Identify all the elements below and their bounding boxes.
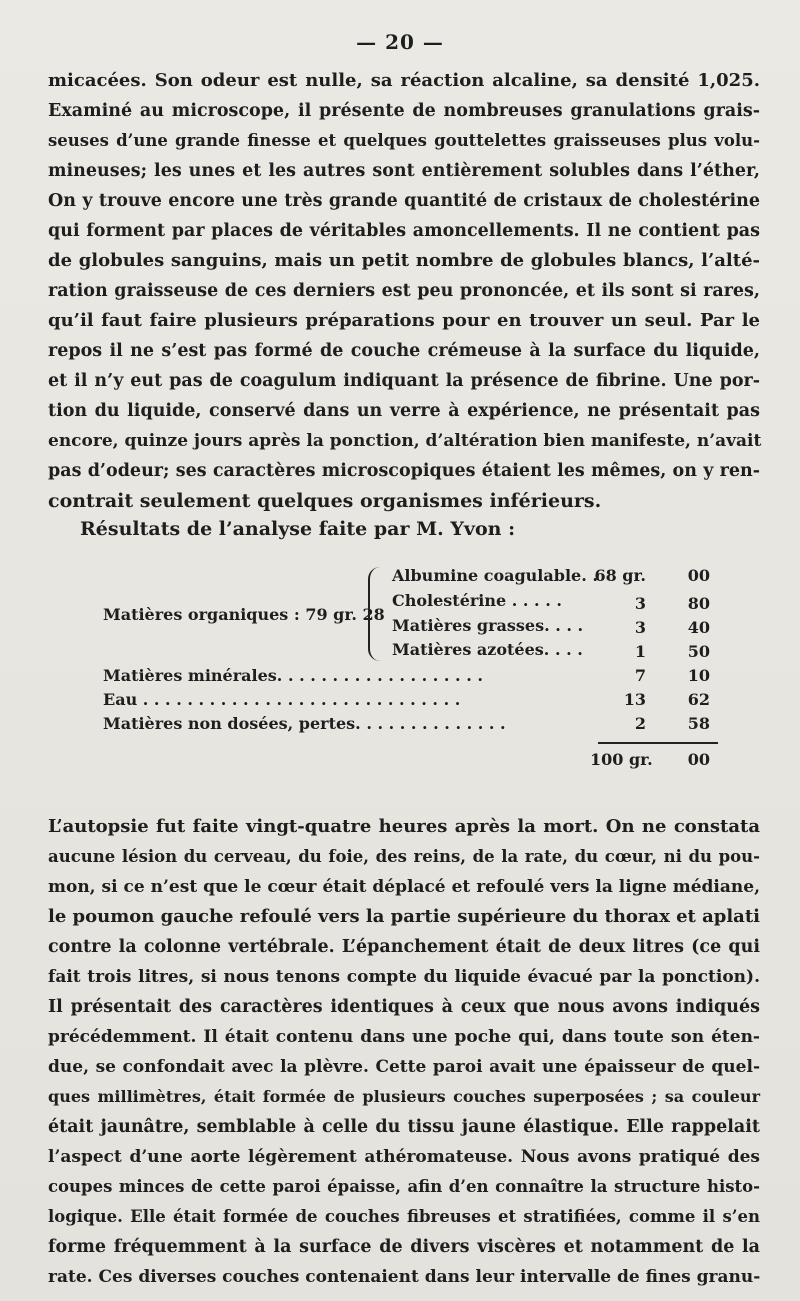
paragraph-2: [48, 812, 760, 1292]
text-line: précédemment. Il était contenu dans une poche qui, dans toute son éten-: [48, 1027, 760, 1047]
table-row-decimal: 62: [687, 690, 710, 709]
text-line: contre la colonne vertébrale. L’épanchement était de deux litres (ce qui: [48, 937, 760, 957]
text-line: tion du liquide, conservé dans un verre à expérience, ne présentait pas: [48, 401, 760, 421]
table-row-value: 2: [634, 714, 646, 733]
table-row-decimal: 58: [687, 714, 710, 733]
organic-item-label: Albumine coagulable. .: [392, 566, 598, 585]
organic-item-decimal: 80: [687, 594, 710, 613]
text-line: fait trois litres, si nous tenons compte du liquide évacué par la ponction).: [48, 967, 760, 987]
organic-matter-label: Matières organiques : 79 gr. 28: [103, 605, 385, 624]
text-line: On y trouve encore une très grande quantité de cristaux de cholestérine: [48, 191, 760, 211]
text-line: qu’il faut faire plusieurs préparations pour en trouver un seul. Par le: [48, 310, 760, 331]
text-line: Il présentait des caractères identiques à ceux que nous avons indiqués: [48, 997, 760, 1017]
organic-item-value: 3: [634, 594, 646, 613]
organic-item-value: 3: [634, 618, 646, 637]
text-line: ration graisseuse de ces derniers est peu prononcée, et ils sont si rares,: [48, 281, 760, 301]
total-decimal: 00: [687, 750, 710, 769]
text-line: pas d’odeur; ses caractères microscopiques étaient les mêmes, on y ren-: [48, 461, 760, 481]
text-line: seuses d’une grande finesse et quelques gouttelettes graisseuses plus volu-: [48, 131, 760, 150]
text-line: forme fréquemment à la surface de divers viscères et notamment de la: [48, 1237, 760, 1257]
organic-item-label: Cholestérine . . . . .: [392, 591, 562, 610]
text-line: encore, quinze jours après la ponction, d’altération bien manifeste, n’avait: [48, 431, 762, 451]
text-line: coupes minces de cette paroi épaisse, afin d’en connaître la structure histo-: [48, 1177, 760, 1196]
paragraph-1: [48, 66, 760, 516]
text-line: logique. Elle était formée de couches fibreuses et stratifiées, comme il s’en: [48, 1207, 760, 1226]
text-line: et il n’y eut pas de coagulum indiquant la présence de fibrine. Une por-: [48, 371, 760, 391]
text-line: contrait seulement quelques organismes inférieurs.: [48, 490, 602, 512]
organic-item-value: 68 gr.: [594, 566, 646, 585]
organic-item-decimal: 00: [687, 566, 710, 585]
organic-item-decimal: 40: [687, 618, 710, 637]
text-line: micacées. Son odeur est nulle, sa réaction alcaline, sa densité 1,025.: [48, 70, 760, 91]
table-row-value: 7: [634, 666, 646, 685]
page-number: — 20 —: [356, 30, 444, 54]
text-line: L’autopsie fut faite vingt-quatre heures après la mort. On ne constata: [48, 816, 760, 837]
table-row-label: Matières minérales. . . . . . . . . . . . . . . . . . .: [103, 666, 483, 685]
analysis-table: [0, 560, 800, 780]
organic-item-value: 1: [634, 642, 646, 661]
table-row-value: 13: [623, 690, 646, 709]
organic-item-decimal: 50: [687, 642, 710, 661]
text-line: due, se confondait avec la plèvre. Cette paroi avait une épaisseur de quel-: [48, 1057, 760, 1077]
table-row-label: Matières non dosées, pertes. . . . . . . . . . . . . .: [103, 714, 506, 733]
text-line: qui forment par places de véritables amoncellements. Il ne contient pas: [48, 221, 760, 241]
text-line: de globules sanguins, mais un petit nombre de globules blancs, l’alté-: [48, 250, 760, 271]
text-line: rate. Ces diverses couches contenaient dans leur intervalle de fines granu-: [48, 1267, 761, 1287]
text-line: mineuses; les unes et les autres sont entièrement solubles dans l’éther,: [48, 161, 760, 181]
results-intro: Résultats de l’analyse faite par M. Yvon :: [80, 518, 516, 540]
total-value: 100 gr.: [590, 750, 653, 769]
text-line: le poumon gauche refoulé vers la partie supérieure du thorax et aplati: [48, 906, 760, 927]
text-line: mon, si ce n’est que le cœur était déplacé et refoulé vers la ligne médiane,: [48, 877, 760, 897]
table-row-label: Eau . . . . . . . . . . . . . . . . . . . . . . . . . . . . .: [103, 690, 461, 709]
text-line: repos il ne s’est pas formé de couche crémeuse à la surface du liquide,: [48, 341, 760, 361]
total-rule: [598, 742, 718, 744]
text-line: Examiné au microscope, il présente de nombreuses granulations grais-: [48, 101, 760, 121]
text-line: l’aspect d’une aorte légèrement athéromateuse. Nous avons pratiqué des: [48, 1147, 760, 1167]
text-line: aucune lésion du cerveau, du foie, des reins, de la rate, du cœur, ni du pou-: [48, 847, 760, 866]
text-line: était jaunâtre, semblable à celle du tissu jaune élastique. Elle rappelait: [48, 1117, 760, 1137]
table-row-decimal: 10: [687, 666, 710, 685]
organic-item-label: Matières azotées. . . .: [392, 640, 583, 659]
brace-icon: [368, 567, 382, 661]
organic-item-label: Matières grasses. . . .: [392, 616, 584, 635]
text-line: ques millimètres, était formée de plusieurs couches superposées ; sa couleur: [48, 1087, 760, 1106]
